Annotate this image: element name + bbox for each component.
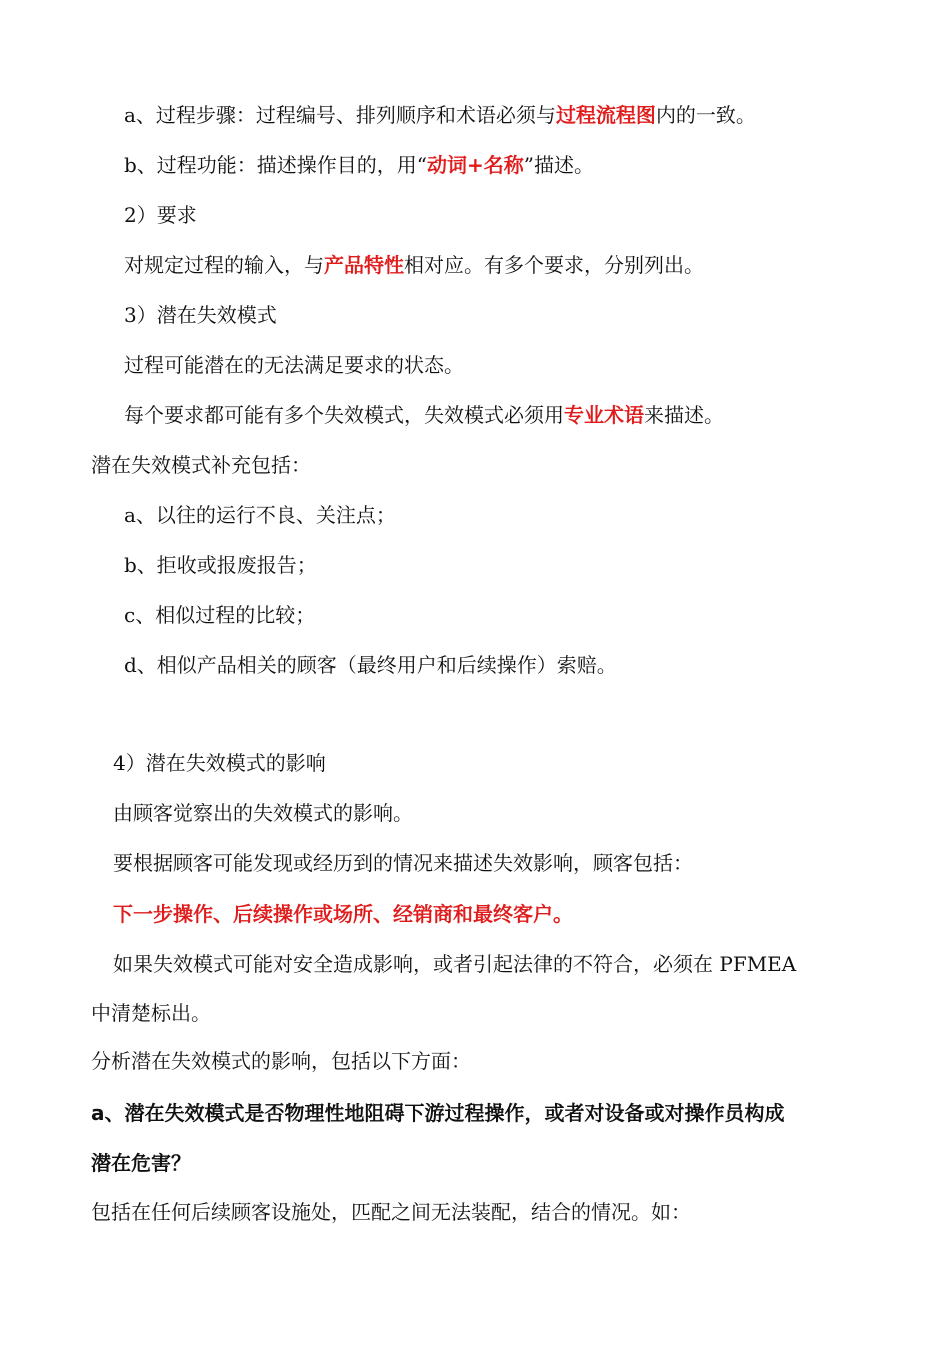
highlight-term: 专业术语 — [564, 403, 644, 427]
paragraph-process-step: a、过程步骤：过程编号、排列顺序和术语必须与过程流程图内的一致。 — [124, 103, 756, 127]
paragraph-safety-note: 如果失效模式可能对安全造成影响，或者引起法律的不符合，必须在 PFMEA — [113, 952, 797, 976]
highlight-term: 过程流程图 — [555, 103, 656, 127]
paragraph-analysis-intro: 分析潜在失效模式的影响，包括以下方面： — [91, 1049, 471, 1073]
bold-question-continued: 潜在危害？ — [91, 1151, 191, 1175]
section-heading-requirements: 2）要求 — [124, 203, 197, 227]
highlight-term: 产品特性 — [324, 253, 404, 277]
paragraph-safety-note-continued: 中清楚标出。 — [91, 1001, 211, 1025]
paragraph-failure-mode-definition: 过程可能潜在的无法满足要求的状态。 — [124, 353, 464, 377]
list-item: c、相似过程的比较； — [124, 603, 316, 627]
list-item: b、拒收或报废报告； — [124, 553, 317, 577]
paragraph-requirements: 对规定过程的输入，与产品特性相对应。有多个要求，分别列出。 — [124, 253, 704, 277]
paragraph-process-function: b、过程功能：描述操作目的，用“动词+名称”描述。 — [124, 153, 595, 177]
paragraph-assembly-note: 包括在任何后续顾客设施处，匹配之间无法装配，结合的情况。如： — [91, 1200, 691, 1224]
highlight-customer-list: 下一步操作、后续操作或场所、经销商和最终客户。 — [113, 902, 573, 926]
list-item: a、以往的运行不良、关注点； — [124, 503, 396, 527]
section-heading-failure-mode: 3）潜在失效模式 — [124, 303, 277, 327]
paragraph-supplement-intro: 潜在失效模式补充包括： — [91, 453, 311, 477]
paragraph-effects-definition: 由顾客觉察出的失效模式的影响。 — [113, 801, 413, 825]
section-heading-failure-effects: 4）潜在失效模式的影响 — [113, 751, 326, 775]
highlight-term: 动词+名称 — [427, 153, 524, 177]
paragraph-failure-mode-terms: 每个要求都可能有多个失效模式，失效模式必须用专业术语来描述。 — [124, 403, 724, 427]
list-item: d、相似产品相关的顾客（最终用户和后续操作）索赔。 — [124, 653, 617, 677]
paragraph-effects-customers: 要根据顾客可能发现或经历到的情况来描述失效影响，顾客包括： — [113, 851, 693, 875]
bold-question: a、潜在失效模式是否物理性地阻碍下游过程操作，或者对设备或对操作员构成 — [91, 1101, 785, 1125]
